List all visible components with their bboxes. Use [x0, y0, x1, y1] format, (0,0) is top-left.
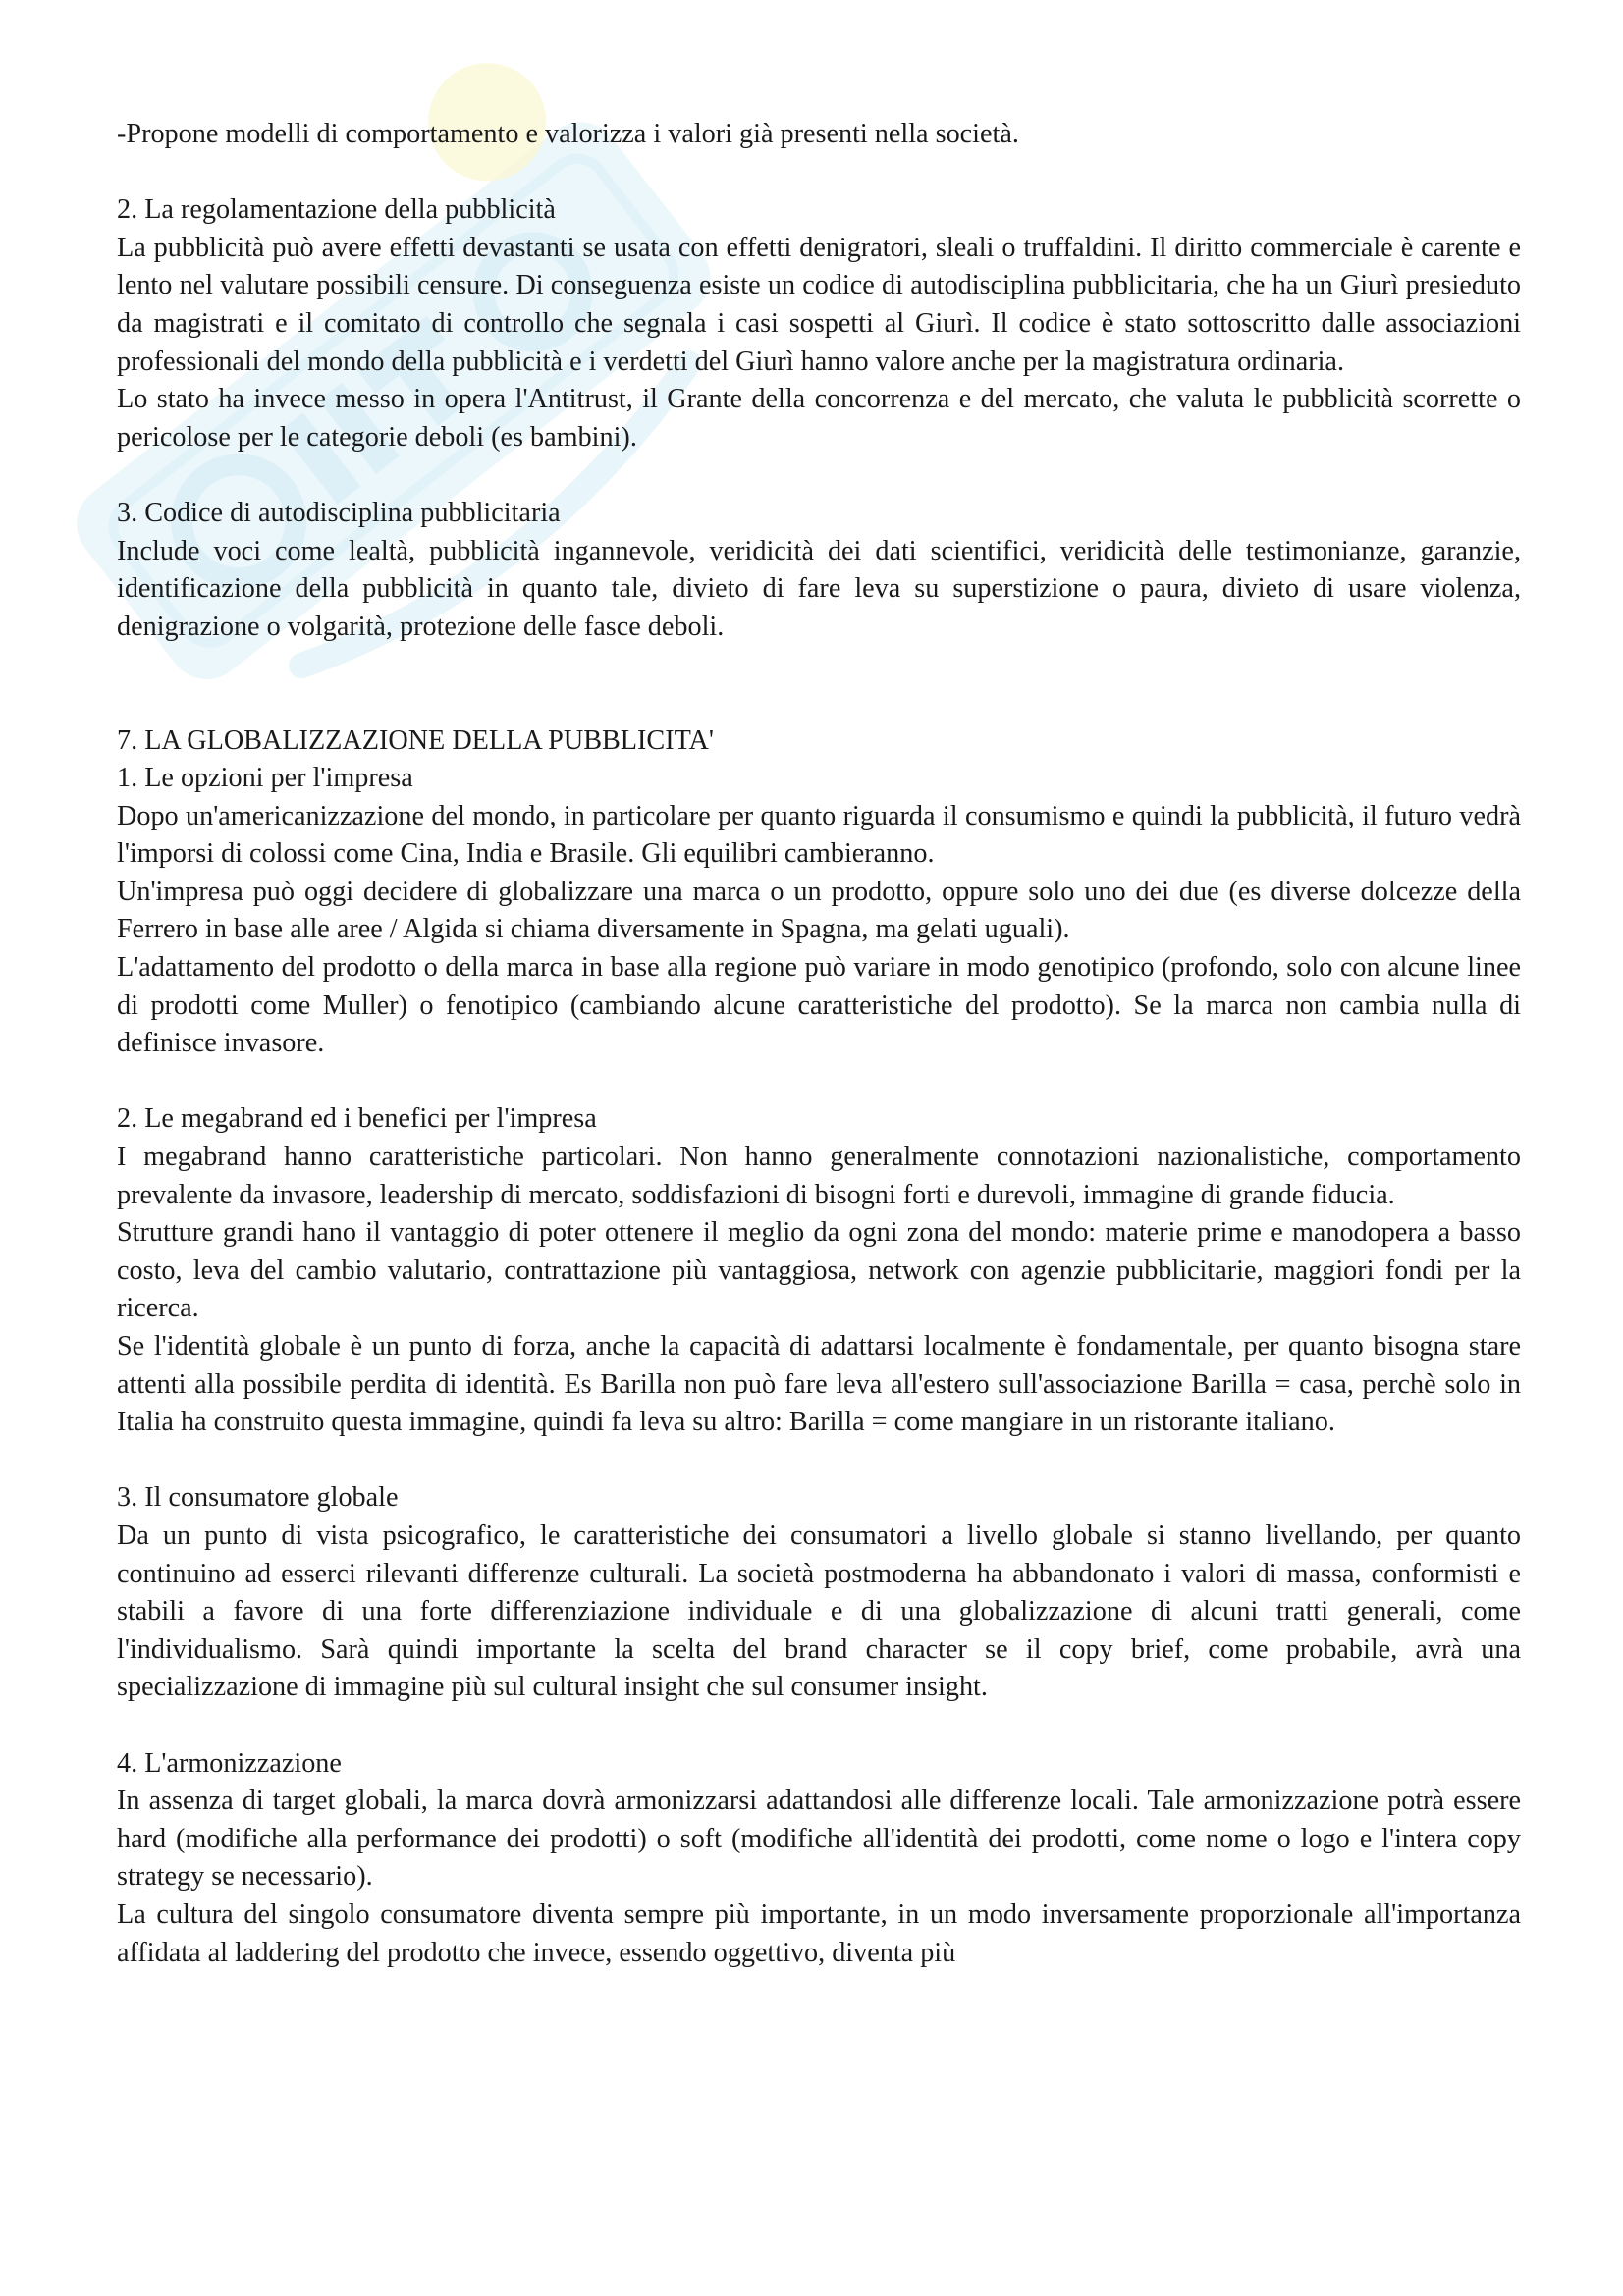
paragraph: La pubblicità può avere effetti devastanti se usata con effetti denigratori, sleali o truffaldini. Il diritto commerciale è carente e lento nel valutare possibili censure. Di conseguenza esiste un codice di autodisciplina pubblicitaria, che ha un Giurì presieduto da magistrati e il comitato di controllo che segnala i casi sospetti al Giurì. Il codice è stato sottoscritto dalle associazioni professionali del mondo della pubblicità e i verdetti del Giurì hanno valore anche per la magistratura ordinaria.	[117, 232, 1521, 377]
paragraph: Dopo un'americanizzazione del mondo, in particolare per quanto riguarda il consumismo e quindi la pubblicità, il futuro vedrà l'imporsi di colossi come Cina, India e Brasile. Gli equilibri cambieranno.	[117, 800, 1521, 870]
section-megabrand	[117, 1100, 1521, 1441]
section-consumatore-globale	[117, 1479, 1521, 1707]
paragraph: I megabrand hanno caratteristiche particolari. Non hanno generalmente connotazioni nazionalistiche, comportamento prevalente da invasore, leadership di mercato, soddisfazioni di bisogni forti e durevoli, immagine di grande fiducia.	[117, 1142, 1521, 1210]
section-regolamentazione	[117, 191, 1521, 456]
paragraph: Un'impresa può oggi decidere di globalizzare una marca o un prodotto, oppure solo uno dei due (es diverse dolcezze della Ferrero in base alle aree / Algida si chiama diversamente in Spagna, ma gelati uguali).	[117, 876, 1521, 945]
paragraph: In assenza di target globali, la marca dovrà armonizzarsi adattandosi alle differenze locali. Tale armonizzazione potrà essere hard (modifiche alla performance dei prodotti) o soft (modifiche all'identità dei prodotti, come nome o logo e l'intera copy strategy se necessario).	[117, 1786, 1521, 1893]
section-title: 4. L'armonizzazione	[117, 1747, 342, 1779]
paragraph: Da un punto di vista psicografico, le caratteristiche dei consumatori a livello globale si stanno livellando, per quanto continuino ad esserci rilevanti differenze culturali. La società postmoderna ha abbandonato i valori di massa, conformisti e stabili a favore di una forte differenziazione individuale e di una globalizzazione di alcuni tratti generali, come l'individualismo. Sarà quindi importante la scelta del brand character se il copy brief, come probabile, avrà una specializzazione di immagine più sul cultural insight che sul consumer insight.	[117, 1520, 1521, 1703]
section-opzioni-impresa	[117, 760, 1521, 1063]
paragraph: L'adattamento del prodotto o della marca in base alla regione può variare in modo genotipico (profondo, solo con alcune linee di prodotti come Muller) o fenotipico (cambiando alcune caratteristiche del prodotto). Se la marca non cambia nulla di definisce invasore.	[117, 952, 1521, 1059]
section-title: 2. Le megabrand ed i benefici per l'impresa	[117, 1103, 597, 1135]
section-codice-autodisciplina	[117, 495, 1521, 646]
paragraph: Se l'identità globale è un punto di forza, anche la capacità di adattarsi localmente è fondamentale, per quanto bisogna stare attenti alla possibile perdita di identità. Es Barilla non può fare leva all'estero sull'associazione Barilla = casa, perchè solo in Italia ha construito questa immagine, quindi fa leva su altro: Barilla = come mangiare in un ristorante italiano.	[117, 1331, 1521, 1438]
section-title: 3. Codice di autodisciplina pubblicitaria	[117, 497, 561, 528]
paragraph: Lo stato ha invece messo in opera l'Antitrust, il Grante della concorrenza e del mercato, che valuta le pubblicità scorrette o pericolose per le categorie deboli (es bambini).	[117, 384, 1521, 453]
section-title: 2. La regolamentazione della pubblicità	[117, 194, 556, 226]
section-title: 1. Le opzioni per l'impresa	[117, 763, 413, 794]
section-armonizzazione	[117, 1745, 1521, 1973]
chapter-globalizzazione	[117, 722, 1521, 1973]
section-title: 3. Il consumatore globale	[117, 1482, 399, 1514]
paragraph: Include voci come lealtà, pubblicità ingannevole, veridicità dei dati scientifici, veridicità delle testimonianze, garanzie, identificazione della pubblicità in quanto tale, divieto di fare leva su superstizione o paura, divieto di usare violenza, denigrazione o volgarità, protezione delle fasce deboli.	[117, 535, 1521, 642]
intro-paragraph: -Propone modelli di comportamento e valorizza i valori già presenti nella società.	[117, 119, 1019, 149]
document-page	[117, 116, 1521, 1972]
paragraph: Strutture grandi hano il vantaggio di poter ottenere il meglio da ogni zona del mondo: materie prime e manodopera a basso costo, leva del cambio valutario, contrattazione più vantaggiosa, network con agenzie pubblicitarie, maggiori fondi per la ricerca.	[117, 1217, 1521, 1324]
paragraph: La cultura del singolo consumatore diventa sempre più importante, in un modo inversamente proporzionale all'importanza affidata al laddering del prodotto che invece, essendo oggettivo, diventa più	[117, 1898, 1521, 1968]
chapter-title: 7. LA GLOBALIZZAZIONE DELLA PUBBLICITA'	[117, 724, 714, 756]
